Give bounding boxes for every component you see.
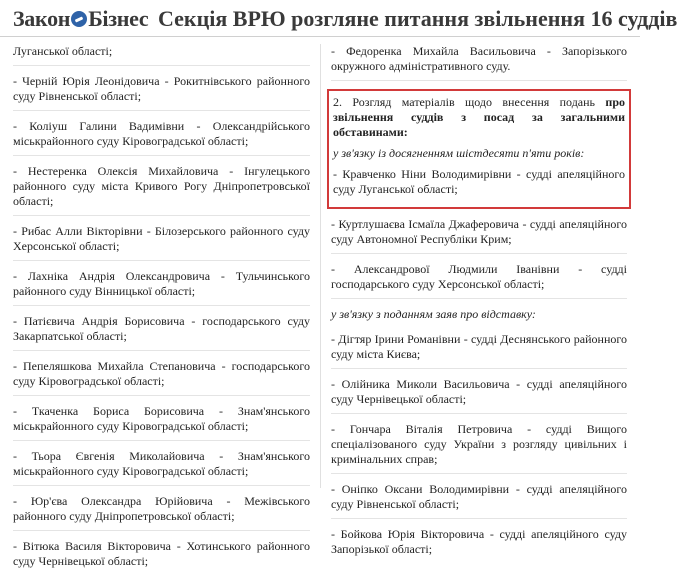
header-divider bbox=[0, 36, 640, 37]
list-item: - Пепеляшкова Михайла Степановича - господарського суду Кіровоградської області; bbox=[13, 359, 310, 396]
list-item: - Бойкова Юрія Вікторовича - судді апеляційного суду Запорізької області; bbox=[331, 527, 627, 556]
logo-text-part2: Бізнес bbox=[88, 6, 149, 31]
article-title: Секція ВРЮ розгляне питання звільнення 16 суддів bbox=[158, 6, 677, 31]
list-item: - Тьора Євгенія Миколайовича - Знам'янського міськрайонного суду Кіровоградської області; bbox=[13, 449, 310, 486]
column-divider bbox=[320, 44, 321, 488]
section-intro bbox=[333, 95, 625, 142]
list-item: - Куртлушаєва Ісмаїла Джаферовича - судді апеляційного суду Автономної Республіки Крим; bbox=[331, 217, 627, 254]
list-item: - Юр'єва Олександра Юрійовича - Межівського районного суду Дніпропетровської області; bbox=[13, 494, 310, 531]
site-logo[interactable] bbox=[13, 6, 148, 32]
list-item: - Черній Юрія Леонідовича - Рокитнівського районного суду Рівненської області; bbox=[13, 74, 310, 111]
list-item: - Дігтяр Ірини Романівни - судді Деснянського районного суду міста Києва; bbox=[331, 332, 627, 369]
logo-text-part1: Закон bbox=[13, 6, 71, 31]
right-column bbox=[331, 44, 627, 571]
list-item: - Нестеренка Олексія Михайловича - Інгулецького районного суду міста Кривого Рогу Дніпропетровської області; bbox=[13, 164, 310, 216]
list-item: - Вітюка Василя Вікторовича - Хотинського районного суду Чернівецької області; bbox=[13, 539, 310, 568]
list-item: Луганської області; bbox=[13, 44, 310, 66]
list-item: - Гончара Віталія Петровича - судді Вищого спеціалізованого суду України з розгляду цивільних і кримінальних справ; bbox=[331, 422, 627, 474]
section-subheading: у зв'язку з поданням заяв про відставку: bbox=[331, 307, 536, 321]
left-column bbox=[13, 44, 310, 583]
list-item: - Патієвича Андрія Борисовича - господарського суду Закарпатської області; bbox=[13, 314, 310, 351]
list-item: - Кравченко Ніни Володимирівни - судді апеляційного суду Луганської області; bbox=[333, 167, 625, 196]
section-subheading: у зв'язку із досягненням шістдесяти п'яти років: bbox=[333, 146, 585, 160]
list-item: - Оніпко Оксани Володимирівни - судді апеляційного суду Рівненської області; bbox=[331, 482, 627, 519]
list-item: - Лахніка Андрія Олександровича - Тульчинського районного суду Вінницької області; bbox=[13, 269, 310, 306]
page-header bbox=[0, 0, 677, 40]
section-intro-bold: про звільнення суддів з посад за загальними обставинами: bbox=[333, 95, 625, 139]
list-item: - Рибас Алли Вікторівни - Білозерського районного суду Херсонської області; bbox=[13, 224, 310, 261]
section-intro-plain: 2. Розгляд матеріалів щодо внесення подань bbox=[333, 95, 606, 109]
list-item: - Федоренка Михайла Васильовича - Запорізького окружного адміністративного суду. bbox=[331, 44, 627, 81]
list-item: - Ткаченка Бориса Борисовича - Знам'янського міськрайонного суду Кіровоградської області; bbox=[13, 404, 310, 441]
list-item: - Олійника Миколи Васильовича - судді апеляційного суду Чернівецької області; bbox=[331, 377, 627, 414]
highlighted-section bbox=[327, 89, 631, 209]
logo-mark-icon bbox=[71, 11, 87, 27]
list-item: - Александрової Людмили Іванівни - судді господарського суду Херсонської області; bbox=[331, 262, 627, 299]
list-item: - Коліуш Галини Вадимівни - Олександрійського міськрайонного суду Кіровоградської області; bbox=[13, 119, 310, 156]
